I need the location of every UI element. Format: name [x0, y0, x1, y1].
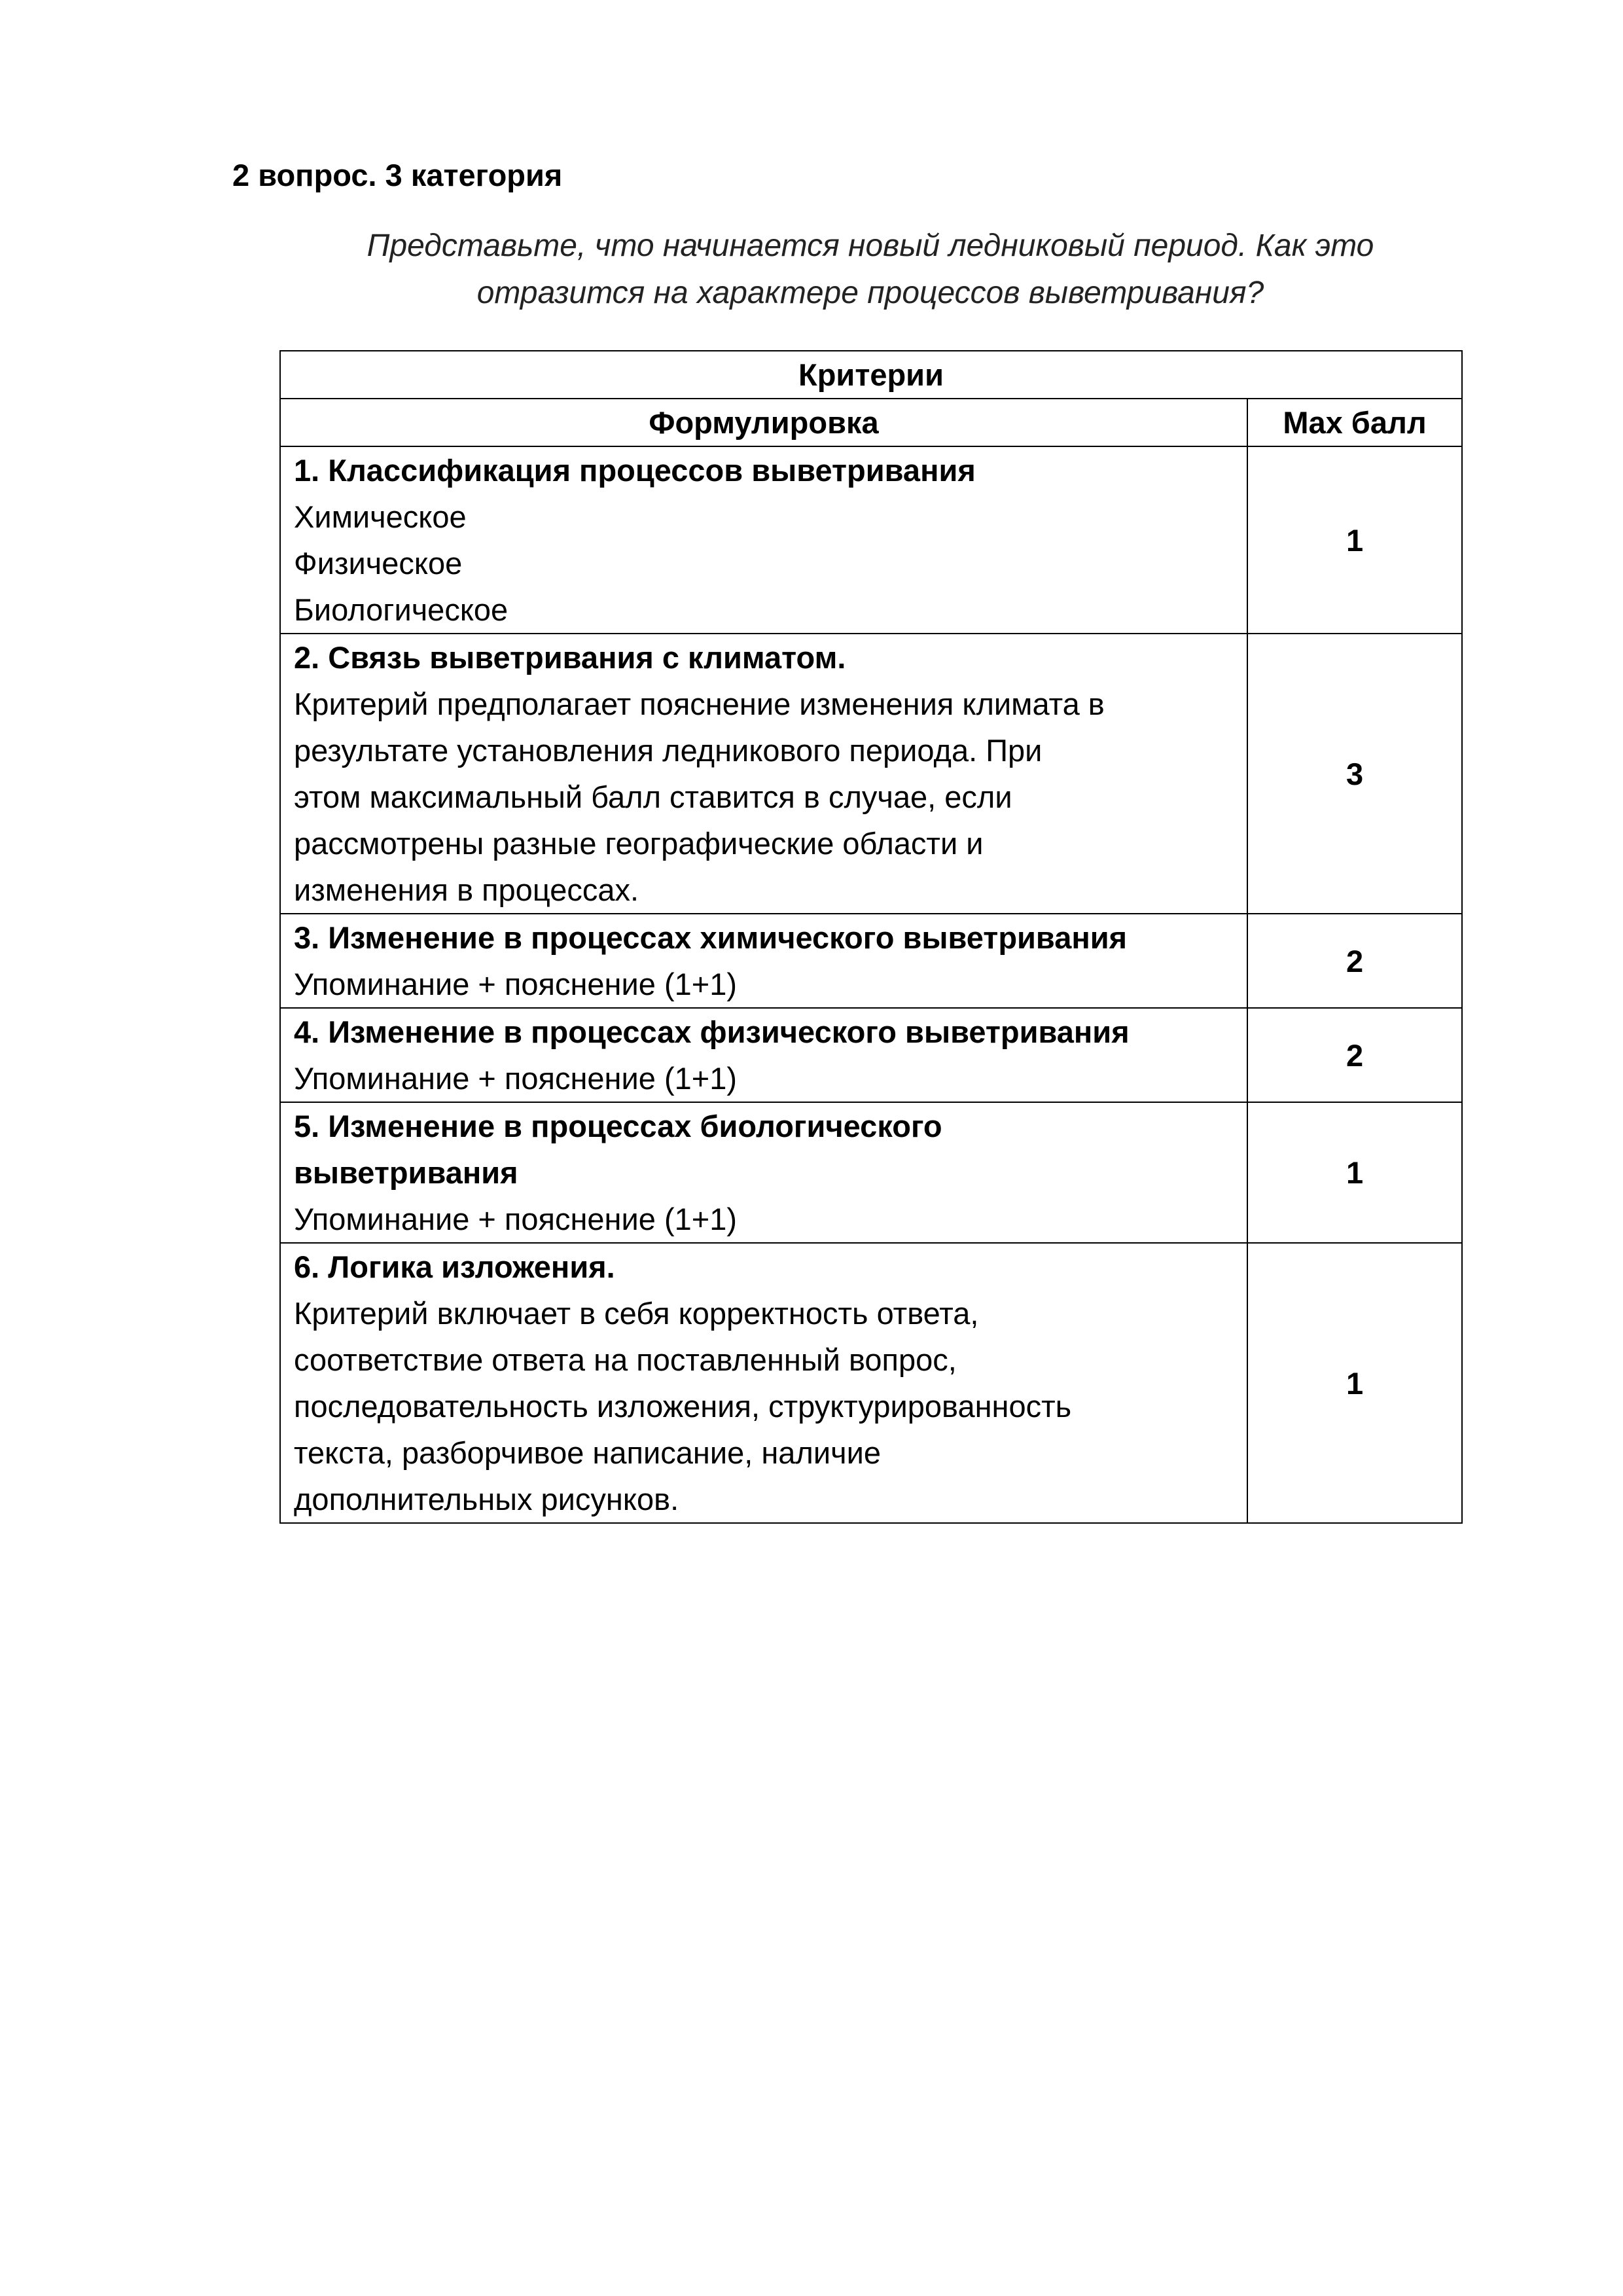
question-line-2: отразится на характере процессов выветривания? — [476, 276, 1264, 310]
criterion-max-score: 2 — [1247, 1008, 1462, 1102]
criterion-line: текста, разборчивое написание, наличие — [294, 1435, 881, 1470]
table-row — [280, 1102, 1462, 1243]
criterion-line: результате установления ледникового периода. При — [294, 733, 1043, 768]
criterion-max-score: 1 — [1247, 446, 1462, 634]
criterion-max-score: 1 — [1247, 1102, 1462, 1243]
criterion-line: Упоминание + пояснение (1+1) — [294, 1061, 737, 1096]
table-row — [280, 634, 1462, 914]
criterion-line: Упоминание + пояснение (1+1) — [294, 1202, 737, 1236]
criterion-max-score: 2 — [1247, 914, 1462, 1008]
criterion-title: 5. Изменение в процессах биологического — [294, 1109, 942, 1143]
table-row — [280, 914, 1462, 1008]
criterion-line: Физическое — [294, 546, 463, 581]
criterion-description — [280, 634, 1247, 914]
criterion-title: 3. Изменение в процессах химического выветривания — [294, 920, 1128, 955]
table-row — [280, 1008, 1462, 1102]
criterion-line: Упоминание + пояснение (1+1) — [294, 967, 737, 1001]
criterion-max-score: 1 — [1247, 1243, 1462, 1523]
criterion-description — [280, 914, 1247, 1008]
criterion-line: последовательность изложения, структурированность — [294, 1389, 1072, 1424]
table-header-row — [280, 399, 1462, 446]
criterion-line: соответствие ответа на поставленный вопрос, — [294, 1342, 957, 1377]
criterion-title: 1. Классификация процессов выветривания — [294, 453, 976, 488]
criterion-line: Критерий предполагает пояснение изменения климата в — [294, 687, 1105, 721]
criterion-title-continuation: выветривания — [294, 1155, 518, 1190]
criterion-description — [280, 446, 1247, 634]
criteria-table — [279, 350, 1463, 1524]
column-header-formulation: Формулировка — [280, 399, 1247, 446]
criterion-line: изменения в процессах. — [294, 872, 639, 907]
criterion-line: этом максимальный балл ставится в случае, если — [294, 780, 1012, 814]
criterion-max-score: 3 — [1247, 634, 1462, 914]
criterion-description — [280, 1243, 1247, 1523]
question-text — [281, 223, 1459, 317]
criterion-line: Химическое — [294, 499, 467, 534]
criterion-line: Критерий включает в себя корректность ответа, — [294, 1296, 979, 1331]
criterion-description — [280, 1008, 1247, 1102]
criterion-line: Биологическое — [294, 592, 508, 627]
criterion-line: дополнительных рисунков. — [294, 1482, 679, 1516]
table-title: Критерии — [280, 351, 1462, 399]
question-heading: 2 вопрос. 3 категория — [232, 158, 563, 192]
criterion-description — [280, 1102, 1247, 1243]
table-row — [280, 446, 1462, 634]
table-title-row — [280, 351, 1462, 399]
table-row — [280, 1243, 1462, 1523]
criterion-title: 6. Логика изложения. — [294, 1249, 615, 1284]
criterion-title: 2. Связь выветривания с климатом. — [294, 640, 846, 675]
criterion-line: рассмотрены разные географические области и — [294, 826, 984, 861]
question-line-1: Представьте, что начинается новый ледниковый период. Как это — [366, 228, 1374, 263]
criterion-title: 4. Изменение в процессах физического выветривания — [294, 1014, 1130, 1049]
column-header-max-score: Max балл — [1247, 399, 1462, 446]
